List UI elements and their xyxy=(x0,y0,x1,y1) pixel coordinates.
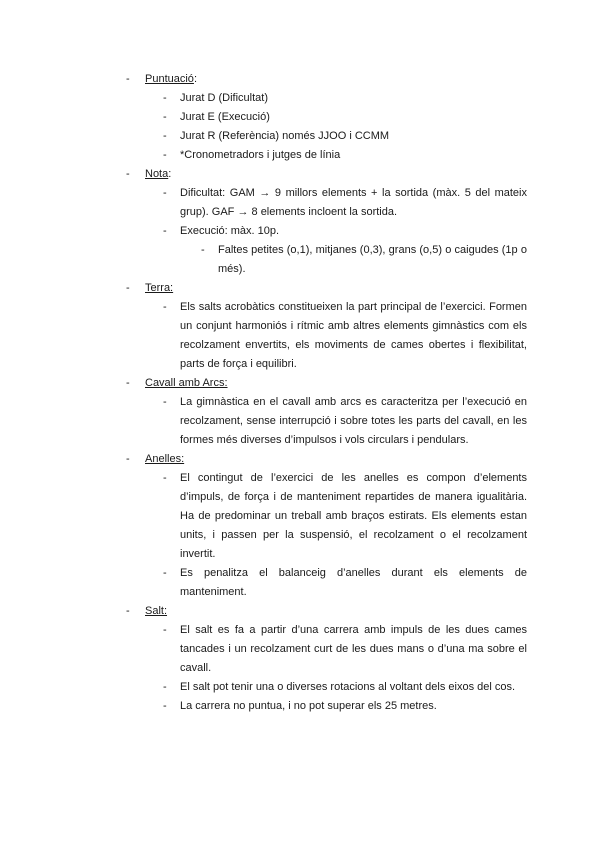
section-heading xyxy=(145,70,525,89)
list-item-text: Faltes petites (o,1), mitjanes (0,3), grans (o,5) o caigudes (1p o més). xyxy=(218,244,527,275)
list-item xyxy=(0,298,600,374)
list-item xyxy=(0,697,600,716)
list-item-text: Jurat R (Referència) només JJOO i CCMM xyxy=(180,130,390,142)
notes-list xyxy=(0,70,600,716)
list-item xyxy=(0,184,600,222)
section-heading-row xyxy=(0,602,600,621)
list-item-text: Execució: màx. 10p. xyxy=(180,225,280,237)
section-heading-title: Salt: xyxy=(145,605,168,617)
bullet-dash: - xyxy=(163,567,167,579)
list-item-text: Jurat E (Execució) xyxy=(180,111,270,123)
bullet-dash: - xyxy=(126,282,130,294)
list-item xyxy=(0,108,600,127)
list-item-text: *Cronometradors i jutges de línia xyxy=(180,149,341,161)
section-heading-row xyxy=(0,165,600,184)
bullet-dash: - xyxy=(201,244,205,256)
list-item-text: El contingut de l’exercici de les anelles es compon d’elements d’impuls, de força i de manteniment repartides de manera igualitària. Ha de predominar un treball amb braços estirats. Els elements estan units, i passen per la suspensió, el recolzament o el recolzament invertit. xyxy=(180,472,527,560)
bullet-dash: - xyxy=(163,301,167,313)
bullet-dash: - xyxy=(126,453,130,465)
bullet-dash: - xyxy=(163,92,167,104)
list-item xyxy=(0,564,600,602)
section-heading-row xyxy=(0,374,600,393)
list-item-text: Dificultat: GAM → 9 millors elements + la sortida (màx. 5 del mateix grup). GAF → 8 elements incloent la sortida. xyxy=(180,187,527,218)
section-heading xyxy=(145,602,525,621)
list-item xyxy=(0,127,600,146)
bullet-dash: - xyxy=(163,624,167,636)
section-heading-row xyxy=(0,70,600,89)
section-heading-title: Puntuació xyxy=(145,73,194,85)
list-item xyxy=(0,222,600,241)
bullet-dash: - xyxy=(163,149,167,161)
list-item xyxy=(0,241,600,279)
bullet-dash: - xyxy=(126,377,130,389)
bullet-dash: - xyxy=(163,111,167,123)
section-heading-title: Cavall amb Arcs: xyxy=(145,377,228,389)
list-item xyxy=(0,469,600,564)
section-heading-suffix: : xyxy=(193,73,197,85)
bullet-dash: - xyxy=(163,225,167,237)
section-heading-row xyxy=(0,450,600,469)
bullet-dash: - xyxy=(126,605,130,617)
list-item xyxy=(0,89,600,108)
list-item-text: Jurat D (Dificultat) xyxy=(180,92,269,104)
list-item xyxy=(0,678,600,697)
list-item-text: El salt es fa a partir d’una carrera amb impuls de les dues cames tancades i un recolzament curt de les dues mans o d’una ma sobre el cavall. xyxy=(180,624,527,674)
list-item-text: Es penalitza el balanceig d’anelles durant els elements de manteniment. xyxy=(180,567,527,598)
section-heading xyxy=(145,374,525,393)
bullet-dash: - xyxy=(163,700,167,712)
bullet-dash: - xyxy=(163,472,167,484)
section-heading-title: Nota xyxy=(145,168,169,180)
list-item-text: La gimnàstica en el cavall amb arcs es caracteritza per l’execució en recolzament, sense interrupció i sobre totes les parts del cavall, en les formes més diverses d’impulsos i vols circulars i pendulars. xyxy=(180,396,527,446)
section-heading-title: Terra: xyxy=(145,282,174,294)
list-item-text: Els salts acrobàtics constitueixen la part principal de l’exercici. Formen un conjunt harmoniós i rítmic amb altres elements gimnàstics com els recolzament envertits, els moviments de cames obertes i flexibilitat, parts de força i equilibri. xyxy=(180,301,527,370)
bullet-dash: - xyxy=(126,73,130,85)
list-item-text: El salt pot tenir una o diverses rotacions al voltant dels eixos del cos. xyxy=(180,681,516,693)
bullet-dash: - xyxy=(163,681,167,693)
list-item xyxy=(0,393,600,450)
bullet-dash: - xyxy=(163,130,167,142)
section-heading-suffix: : xyxy=(168,168,172,180)
section-heading-title: Anelles: xyxy=(145,453,185,465)
list-item xyxy=(0,146,600,165)
section-heading xyxy=(145,450,525,469)
list-item-text: La carrera no puntua, i no pot superar els 25 metres. xyxy=(180,700,437,712)
bullet-dash: - xyxy=(163,396,167,408)
section-heading xyxy=(145,279,525,298)
section-heading xyxy=(145,165,525,184)
bullet-dash: - xyxy=(126,168,130,180)
list-item xyxy=(0,621,600,678)
bullet-dash: - xyxy=(163,187,167,199)
section-heading-row xyxy=(0,279,600,298)
